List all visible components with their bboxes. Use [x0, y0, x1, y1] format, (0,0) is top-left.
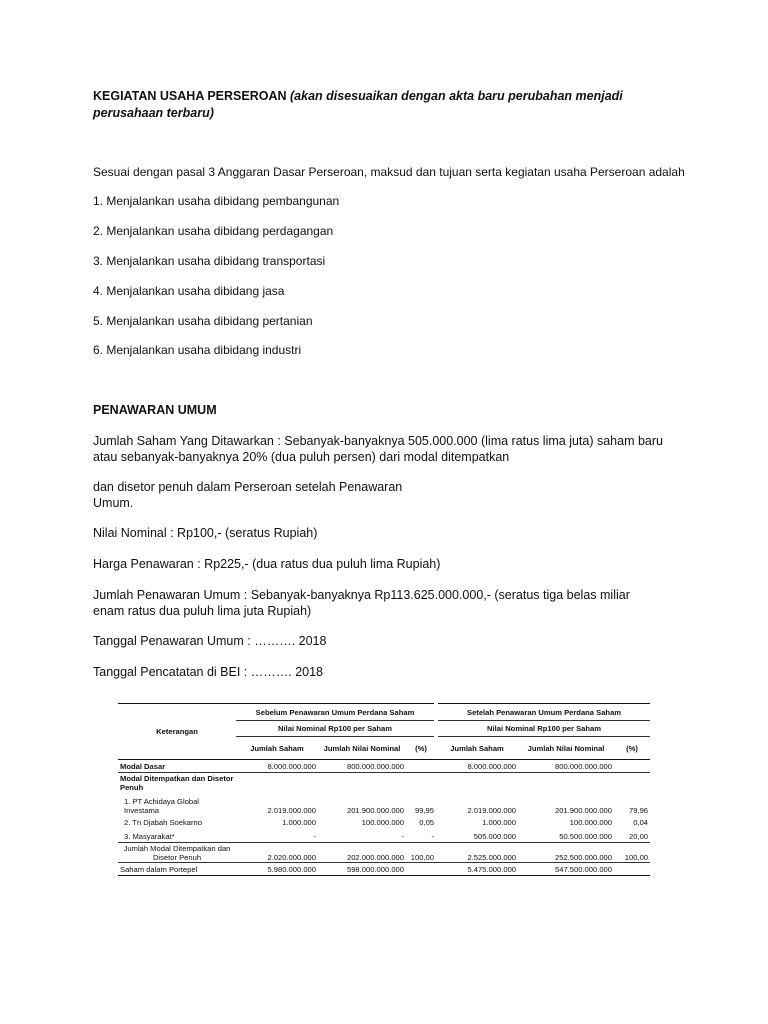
cell: 201.900.000.000 [555, 805, 613, 815]
capital-structure-table [118, 703, 650, 876]
section-title: KEGIATAN USAHA PERSEROAN [93, 89, 287, 103]
cell: 5.475.000.000 [436, 863, 518, 876]
header-jumlah-nilai: Jumlah Nilai Nominal [518, 737, 614, 760]
header-jumlah-saham: Jumlah Saham [436, 737, 518, 760]
list-item: 4. Menjalankan usaha dibidang jasa [93, 284, 285, 298]
header-before-sub: Nilai Nominal Rp100 per Saham [236, 721, 436, 737]
row-label: 2. Tn Djabah Soekarno [124, 818, 202, 827]
cell: 50.500.000.000 [518, 831, 614, 843]
row-label: Modal Ditempatkan dan Disetor Penuh [120, 773, 234, 792]
header-jumlah-nilai: Jumlah Nilai Nominal [318, 737, 406, 760]
row-label: Modal Dasar [118, 760, 236, 773]
cell: 2.019.000.000 [267, 805, 316, 815]
cell: 202.000.000.000 [318, 843, 406, 863]
list-item: 5. Menjalankan usaha dibidang pertanian [93, 314, 313, 328]
intro-paragraph: Sesuai dengan pasal 3 Anggaran Dasar Perseroan, maksud dan tujuan serta kegiatan usaha Perseroan adalah [93, 165, 685, 179]
cell: 79,96 [629, 805, 649, 815]
list-item: 6. Menjalankan usaha dibidang industri [93, 343, 302, 357]
table-row [118, 760, 650, 773]
header-after-sub: Nilai Nominal Rp100 per Saham [436, 721, 650, 737]
cell: 100.000.000 [361, 818, 404, 827]
cell: 800.000.000.000 [318, 760, 406, 773]
nilai-nominal-paragraph: Nilai Nominal : Rp100,- (seratus Rupiah) [93, 526, 318, 540]
header-pct: (%) [614, 737, 650, 760]
cell: 201.900.000.000 [346, 805, 404, 815]
table-row [118, 773, 650, 793]
cell: 505.000.000 [436, 831, 518, 843]
cell: 0,05 [419, 818, 435, 827]
cell: 100,00 [614, 843, 650, 863]
table-row [118, 815, 650, 831]
header-jumlah-saham: Jumlah Saham [236, 737, 318, 760]
cell: 547.500.000.000 [518, 863, 614, 876]
cell: 8.000.000.000 [436, 760, 518, 773]
tanggal-pencatatan-paragraph: Tanggal Pencatatan di BEI : ………. 2018 [93, 665, 323, 679]
header-after-group: Setelah Penawaran Umum Perdana Saham [436, 704, 650, 721]
harga-paragraph: Harga Penawaran : Rp225,- (dua ratus dua puluh lima Rupiah) [93, 557, 441, 571]
cell: 2.019.000.000 [467, 805, 517, 815]
cell: 100,00 [406, 843, 436, 863]
cell: 2.525.000.000 [436, 843, 518, 863]
jumlah-saham-paragraph: Jumlah Saham Yang Ditawarkan : Sebanyak-banyaknya 505.000.000 (lima ratus lima juta) saham baru atau sebanyak-banyaknya 20% (dua puluh persen) dari modal ditempatkan [93, 434, 663, 464]
cell: - [318, 831, 406, 843]
list-item: 1. Menjalankan usaha dibidang pembangunan [93, 194, 340, 208]
row-label: 1. PT Achidaya Global Investama [124, 796, 199, 815]
cell: 20,00 [614, 831, 650, 843]
cell: 1.000.000 [282, 818, 316, 827]
table-row [118, 793, 650, 815]
cell [406, 760, 436, 773]
table-row [118, 863, 650, 876]
cell: 5.980.000.000 [236, 863, 318, 876]
cell: 800.000.000.000 [518, 760, 614, 773]
cell: 598.000.000.000 [318, 863, 406, 876]
section-heading-penawaran: PENAWARAN UMUM [93, 403, 217, 417]
disetor-paragraph: dan disetor penuh dalam Perseroan setelah Penawaran Umum. [93, 480, 403, 510]
cell: 99,95 [415, 805, 435, 815]
header-keterangan: Keterangan [118, 704, 236, 760]
list-item: 3. Menjalankan usaha dibidang transportasi [93, 254, 326, 268]
table-row [118, 831, 650, 843]
cell [614, 760, 650, 773]
row-label: Saham dalam Portepel [118, 863, 236, 876]
cell [406, 863, 436, 876]
section-note: (akan disesuaikan dengan akta baru perubahan menjadi perusahaan terbaru) [93, 89, 623, 120]
cell: 2.020.000.000 [236, 843, 318, 863]
row-label: Jumlah Modal Ditempatkan dan Disetor Penuh [118, 843, 236, 863]
jumlah-penawaran-paragraph: Jumlah Penawaran Umum : Sebanyak-banyaknya Rp113.625.000.000,- (seratus tiga belas miliar enam ratus dua puluh lima juta Rupiah) [93, 588, 630, 618]
cell: - [236, 831, 318, 843]
row-label: 3. Masyarakat* [118, 831, 236, 843]
cell: 100.000.000 [569, 818, 613, 827]
header-pct: (%) [406, 737, 436, 760]
cell: 252.500.000.000 [518, 843, 614, 863]
section-heading-kegiatan [93, 88, 693, 122]
cell: 0,04 [633, 818, 649, 827]
cell [614, 863, 650, 876]
cell: - [406, 831, 436, 843]
tanggal-penawaran-paragraph: Tanggal Penawaran Umum : ………. 2018 [93, 634, 327, 648]
cell: 8.000.000.000 [236, 760, 318, 773]
list-item: 2. Menjalankan usaha dibidang perdagangan [93, 224, 334, 238]
table-row [118, 843, 650, 863]
header-before-group: Sebelum Penawaran Umum Perdana Saham [236, 704, 436, 721]
cell: 1.000.000 [482, 818, 517, 827]
